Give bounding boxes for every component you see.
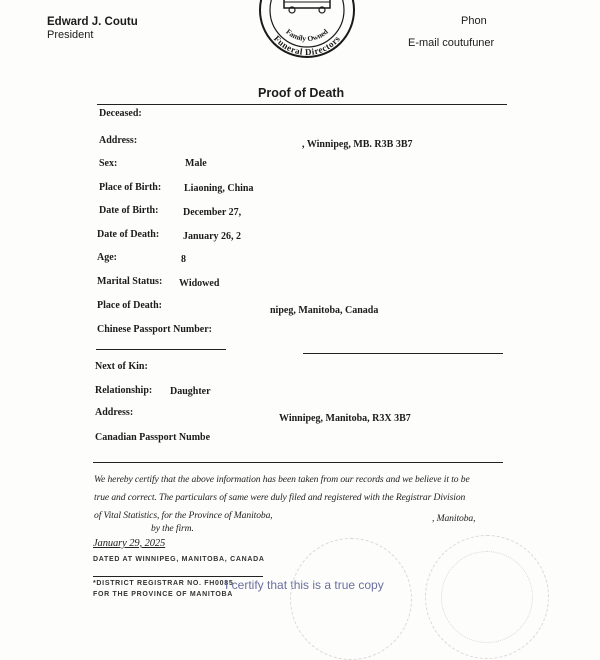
sex-label: Sex: [99, 158, 118, 169]
province-line: FOR THE PROVINCE OF MANITOBA [93, 591, 234, 598]
date-of-death-value: January 26, 2 [183, 231, 242, 242]
date-of-birth-label: Date of Birth: [99, 205, 159, 216]
age-label: Age: [97, 252, 117, 263]
kin-address-label: Address: [95, 407, 134, 418]
kin-section-rule [93, 462, 503, 463]
district-registrar-line: *DISTRICT REGISTRAR NO. FH0085 [93, 580, 234, 587]
date-of-birth-value: December 27, [183, 207, 242, 218]
president-name: Edward J. Coutu [47, 16, 138, 28]
title-rule [97, 104, 507, 105]
place-of-birth-value: Liaoning, China [184, 183, 254, 194]
embossed-seal-right-inner [441, 551, 533, 643]
signing-date: January 29, 2025 [93, 538, 166, 549]
certification-line-1: We hereby certify that the above information has been taken from our records and we believe it to be [94, 474, 470, 485]
phone-label: Phon [461, 15, 487, 27]
president-title: President [47, 29, 94, 41]
address-value: , Winnipeg, MB. R3B 3B7 [302, 139, 413, 150]
address-label: Address: [99, 135, 138, 146]
logo-funeral-directors: Funeral Directors [271, 33, 343, 58]
relationship-label: Relationship: [95, 385, 153, 396]
place-of-death-value: nipeg, Manitoba, Canada [270, 305, 379, 316]
date-of-death-label: Date of Death: [97, 229, 160, 240]
dated-at-line: DATED AT WINNIPEG, MANITOBA, CANADA [93, 556, 265, 563]
deceased-section-rule-left [96, 349, 226, 350]
embossed-seal-left [290, 538, 412, 660]
certification-line-3: of Vital Statistics, for the Province of Manitoba, [94, 510, 273, 521]
kin-address-value: Winnipeg, Manitoba, R3X 3B7 [279, 413, 411, 424]
place-of-birth-label: Place of Birth: [99, 182, 162, 193]
kin-passport-label: Canadian Passport Numbe [95, 432, 211, 443]
place-of-death-label: Place of Death: [97, 300, 162, 311]
certification-line-3-end: , Manitoba, [432, 513, 476, 524]
marital-status-value: Widowed [179, 278, 220, 289]
certification-line-4: by the firm. [151, 523, 194, 534]
true-copy-stamp: I certify that this is a true copy [225, 578, 384, 592]
relationship-value: Daughter [170, 386, 211, 397]
marital-status-label: Marital Status: [97, 276, 163, 287]
sex-value: Male [185, 158, 207, 169]
document-title: Proof of Death [258, 86, 345, 100]
passport-label: Chinese Passport Number: [97, 324, 212, 335]
funeral-home-logo [254, 0, 360, 58]
next-of-kin-label: Next of Kin: [95, 361, 148, 372]
age-value: 8 [181, 254, 186, 265]
email-label: E-mail coutufuner [408, 37, 495, 49]
certification-line-2: true and correct. The particulars of same were duly filed and registered with the Registrar Division [94, 492, 466, 503]
deceased-section-rule-right [303, 353, 503, 354]
registrar-rule [93, 576, 263, 577]
logo-family-owned: Family Owned [284, 27, 330, 44]
deceased-label: Deceased: [99, 108, 142, 119]
